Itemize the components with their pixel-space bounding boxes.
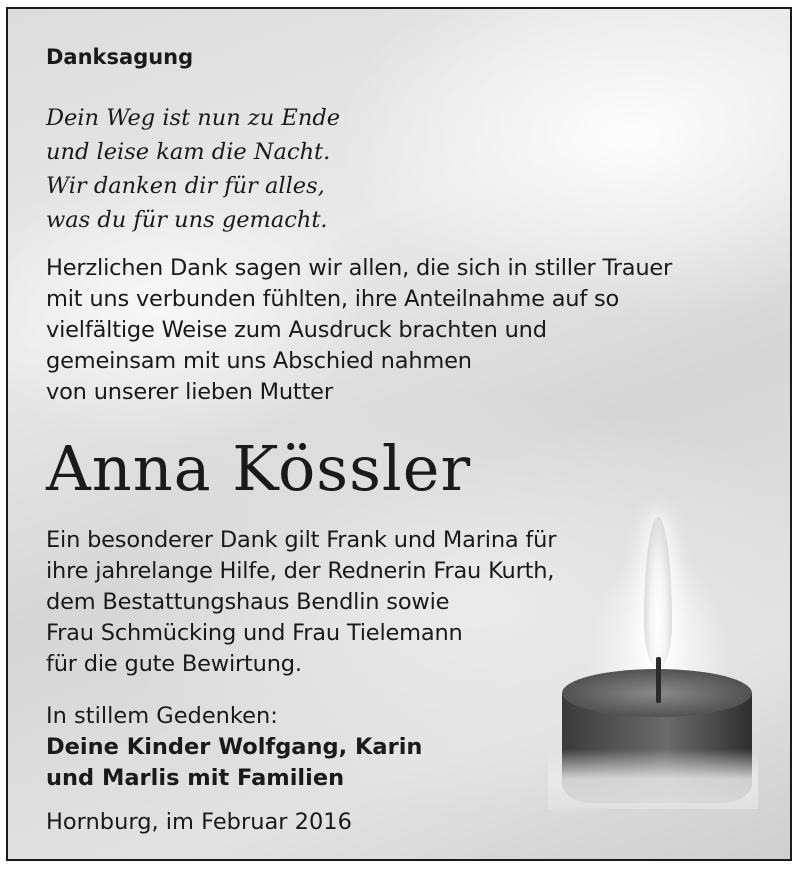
paragraph-line: von unserer lieben Mutter xyxy=(46,379,333,405)
paragraph-line: Herzlichen Dank sagen wir allen, die sich in stiller Trauer xyxy=(46,255,673,281)
paragraph-line: gemeinsam mit uns Abschied nahmen xyxy=(46,348,472,374)
paragraph-line: mit uns verbunden fühlten, ihre Anteilnahme auf so xyxy=(46,286,620,312)
candle-flame xyxy=(644,517,672,667)
memory-block xyxy=(46,701,422,794)
poem-line: was du für uns gemacht. xyxy=(46,207,328,233)
deceased-name: Anna Kössler xyxy=(46,432,472,505)
poem-line: und leise kam die Nacht. xyxy=(46,139,331,165)
candle-icon xyxy=(548,509,758,809)
paragraph-line: Ein besonderer Dank gilt Frank und Marina für xyxy=(46,527,557,553)
poem xyxy=(46,101,340,237)
paragraph-line: für die gute Bewirtung. xyxy=(46,651,302,677)
signatory-line: und Marlis mit Familien xyxy=(46,765,345,791)
paragraph-line: Frau Schmücking und Frau Tielemann xyxy=(46,620,463,646)
memory-intro: In stillem Gedenken: xyxy=(46,703,278,729)
heading: Danksagung xyxy=(46,45,194,69)
poem-line: Dein Weg ist nun zu Ende xyxy=(46,105,341,131)
special-thanks-paragraph xyxy=(46,525,556,680)
feathers-decoration xyxy=(548,749,758,809)
paragraph-line: vielfältige Weise zum Ausdruck brachten und xyxy=(46,317,547,343)
place-date: Hornburg, im Februar 2016 xyxy=(46,809,352,835)
thanks-paragraph xyxy=(46,253,672,408)
paragraph-line: ihre jahrelange Hilfe, der Rednerin Frau Kurth, xyxy=(46,558,555,584)
paragraph-line: dem Bestattungshaus Bendlin sowie xyxy=(46,589,450,615)
signatory-line: Deine Kinder Wolfgang, Karin xyxy=(46,734,423,760)
obituary-notice xyxy=(6,7,792,861)
poem-line: Wir danken dir für alles, xyxy=(46,173,325,199)
candle-wick xyxy=(656,657,661,703)
